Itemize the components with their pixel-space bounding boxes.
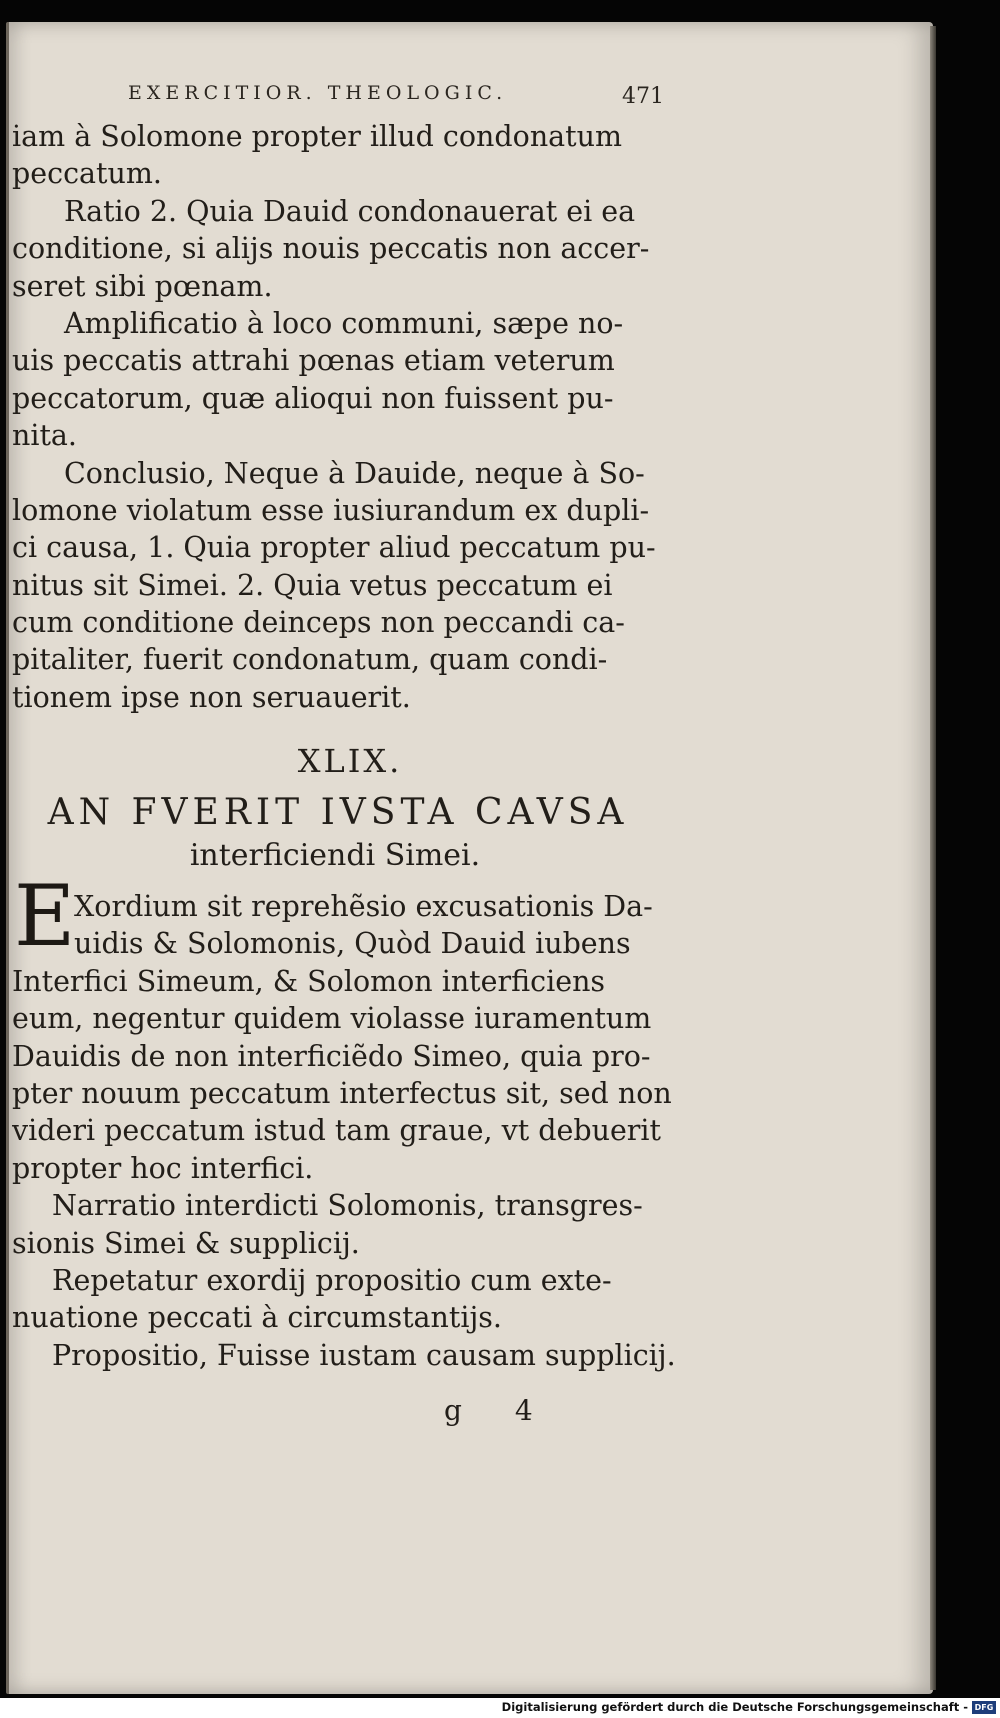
text-line: Narratio interdicti Solomonis, transgres-: [52, 1189, 643, 1223]
text-line: Conclusio, Neque à Dauide, neque à So-: [64, 456, 645, 490]
text-line: peccatorum, quæ alioqui non fuissent pu-: [12, 381, 614, 415]
section-title: AN FVERIT IVSTA CAVSA: [47, 792, 629, 833]
page-number: 471: [622, 84, 664, 109]
text-block-2: [12, 888, 680, 1374]
text-line: Amplificatio à loco communi, sæpe no-: [64, 306, 624, 340]
footer-credit: Digitalisierung gefördert durch die Deutsche Forschungsgemeinschaft -: [501, 1700, 968, 1714]
text-line: propter hoc interfici.: [12, 1151, 314, 1185]
text-block-1: [12, 118, 680, 716]
section-subtitle: interficiendi Simei.: [189, 838, 481, 873]
text-line: ci causa, 1. Quia propter aliud peccatum pu-: [12, 531, 656, 565]
drop-cap: E: [14, 867, 76, 965]
text-line: Repetatur exordij propositio cum exte-: [52, 1263, 612, 1297]
text-line: conditione, si alijs nouis peccatis non accer-: [12, 232, 650, 266]
text-line: tionem ipse non seruauerit.: [12, 680, 411, 714]
text-line: sionis Simei & supplicij.: [12, 1226, 360, 1260]
text-line: videri peccatum istud tam graue, vt debuerit: [12, 1114, 662, 1148]
text-line: lomone violatum esse iusiurandum ex dupli-: [12, 493, 650, 527]
text-line: cum conditione deinceps non peccandi ca-: [12, 606, 625, 640]
text-line: nuatione peccati à circumstantijs.: [12, 1301, 502, 1335]
text-line: nita.: [12, 419, 77, 453]
text-line: uis peccatis attrahi pœnas etiam veterum: [12, 344, 615, 378]
text-line: Ratio 2. Quia Dauid condonauerat ei ea: [64, 194, 636, 228]
text-line: seret sibi pœnam.: [12, 269, 273, 303]
text-line: eum, negentur quidem violasse iuramentum: [12, 1002, 652, 1036]
text-line: pter nouum peccatum interfectus sit, sed non: [12, 1076, 672, 1110]
text-line: peccatum.: [12, 157, 162, 191]
catchword: g 4: [444, 1394, 555, 1427]
text-line: iam à Solomone propter illud condonatum: [12, 120, 622, 153]
section-number: XLIX.: [297, 742, 403, 780]
page-edge: [930, 26, 936, 1690]
text-line: Dauidis de non interficiẽdo Simeo, quia pro-: [12, 1039, 651, 1073]
text-line: Propositio, Fuisse iustam causam supplicij.: [52, 1338, 676, 1372]
text-line: uidis & Solomonis, Quòd Dauid iubens: [74, 927, 631, 961]
text-line: Xordium sit reprehẽsio excusationis Da-: [74, 890, 653, 923]
text-line: nitus sit Simei. 2. Quia vetus peccatum ei: [12, 568, 613, 602]
text-line: Interfici Simeum, & Solomon interficiens: [12, 964, 606, 998]
text-line: pitaliter, fuerit condonatum, quam condi-: [12, 643, 608, 677]
dfg-logo-icon: DFG: [972, 1701, 996, 1714]
running-head: EXERCITIOR. THEOLOGIC.: [128, 82, 508, 104]
